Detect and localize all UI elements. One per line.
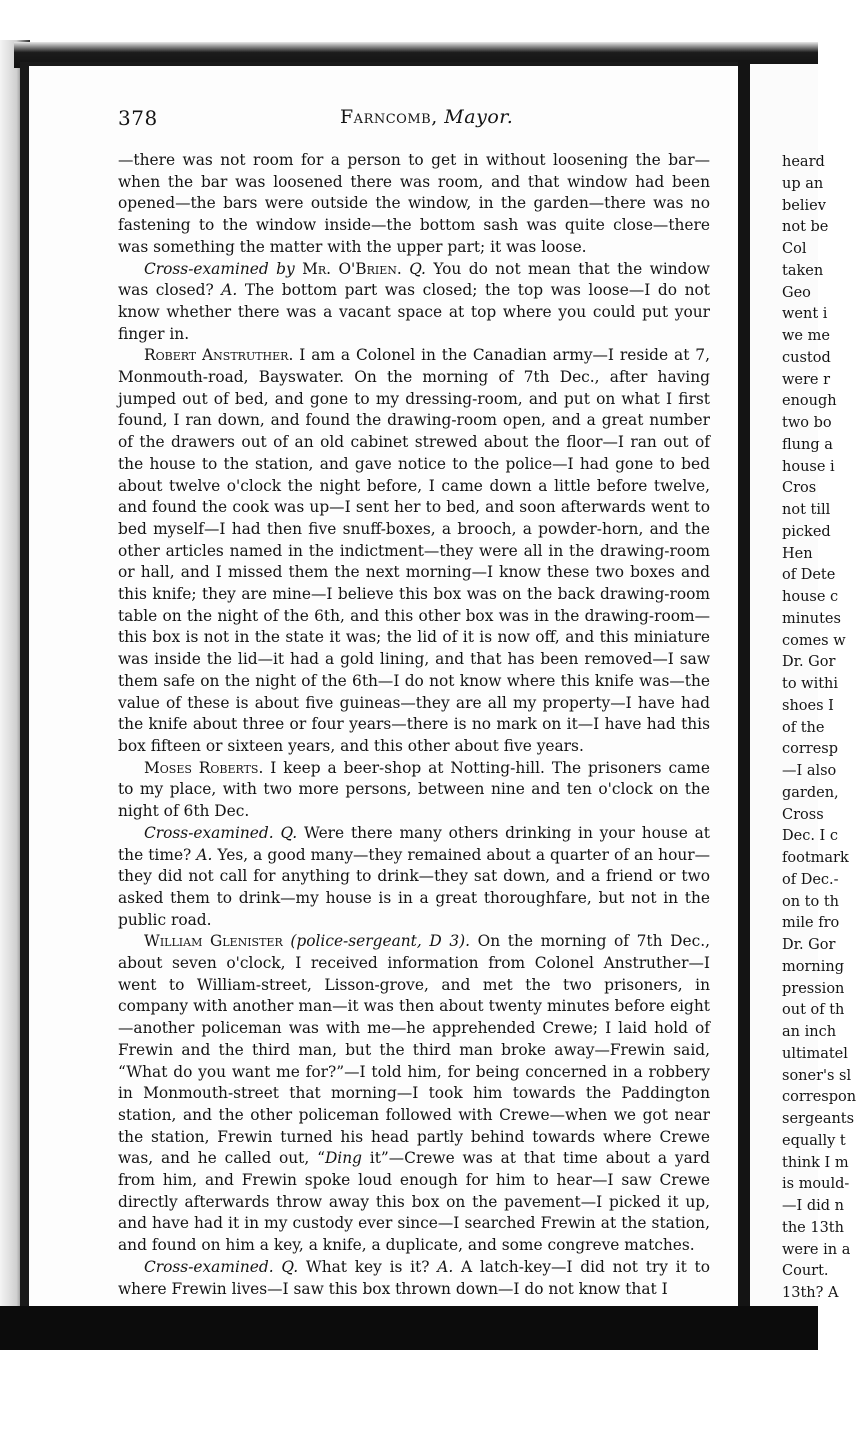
facing-page-line: heard	[782, 154, 825, 170]
answer-marker: A.	[437, 1257, 454, 1276]
witness-testimony: I am a Colonel in the Canadian army—I reside at 7, Monmouth-road, Bayswater. On the morning of 7th Dec., after having jumped out of bed, and gone to my dressing-room, and put on what I first found, I ran down, and found the drawing-room open, and a great number of the drawers out of an old cabinet strewed about the floor—I ran out of the house to the station, and gave notice to the police—I had gone to bed about twelve o'clock the night before, I came down a little before twelve, and found the cook was up—I sent her to bed, and soon afterwards went to bed myself—I had then five snuff-boxes, a brooch, a powder-horn, and the other articles named in the indictment—they were all in the drawing-room or hall, and I missed them the next morning—I know these two boxes and this knife; they are mine—I believe this box was on the back drawing-room table on the night of the 6th, and this other box was in the drawing-room—this box is not in the state it was; the lid of it is now off, and this miniature was inside the lid—it had a gold lining, and that has been removed—I saw them safe on the night of the 6th—I do not know where this knife was—the value of these is about five guineas—they are all my property—I have had the knife about three or four years—there is no mark on it—I have had this box fifteen or sixteen years, and this other about five years.	[118, 346, 710, 755]
answer-marker: A.	[196, 845, 213, 864]
facing-page-line: Col	[782, 241, 807, 257]
facing-page-line: think I m	[782, 1154, 849, 1171]
facing-page-line: we me	[782, 328, 830, 344]
witness-testimony-continued: it”—Crewe was at that time about a yard from him, and Frewin spoke loud enough for him to hear—I saw Crewe directly afterwards throw away this box on the pavement—I picked it up, and have had it in my custody ever since—I searched Frewin at the station, and found on him a key, a knife, a duplicate, and some congreve matches.	[118, 1149, 710, 1255]
question-text: You do not mean that the window was closed?	[118, 259, 710, 300]
facing-page-line: were r	[782, 371, 831, 388]
facing-page-line: correspon	[782, 1089, 856, 1106]
facing-page-line: picked	[782, 523, 831, 540]
facing-page-line: taken	[782, 262, 824, 279]
facing-page-line: custod	[782, 349, 831, 366]
facing-page-line: were in a	[782, 1241, 851, 1258]
facing-page-line: not till	[782, 502, 831, 518]
facing-page-line: corresp	[782, 741, 839, 758]
paragraph-moses-roberts	[118, 758, 710, 823]
facing-page-line: an inch	[782, 1024, 837, 1040]
facing-page-line: of Dec.-	[782, 871, 839, 888]
facing-page-line: house c	[782, 589, 839, 605]
facing-page-line: house i	[782, 458, 835, 475]
question-marker: Q.	[281, 1257, 299, 1276]
facing-page-line: mile fro	[782, 915, 840, 932]
running-head-name: Farncomb,	[340, 106, 438, 128]
paragraph-robert-anstruther	[118, 345, 710, 757]
answer-text: A latch-key—I did not try it to where Frewin lives—I saw this box thrown down—I do not know that I	[118, 1257, 710, 1298]
answer-marker: A.	[221, 281, 238, 300]
facing-page-line: Dr. Gor	[782, 654, 836, 671]
facing-page-line: on to th	[782, 893, 840, 910]
quoted-word: Ding	[324, 1149, 362, 1168]
facing-page-line: —I also	[782, 763, 837, 779]
facing-page-line: believ	[782, 197, 826, 214]
answer-text: Yes, a good many—they remained about a quarter of an hour—they did not call for anything to drink—they sat down, and a friend or two asked them to drink—my house is in a great thoroughfare, but not in the public road.	[118, 845, 710, 929]
paragraph-cross-examination-glenister	[118, 1257, 710, 1300]
running-head-title: Mayor.	[444, 106, 514, 128]
page-number: 378	[118, 106, 158, 130]
facing-page-line: up an	[782, 175, 824, 192]
facing-page-line: Cros	[782, 480, 817, 497]
facing-page-line: is mould-	[782, 1176, 850, 1193]
facing-page-line: the 13th	[782, 1219, 844, 1236]
paragraph-william-glenister	[118, 931, 710, 1257]
page-header	[118, 106, 718, 136]
facing-page-line: footmark	[782, 850, 849, 866]
paragraph-cross-examination-obrien	[118, 259, 710, 346]
facing-page-line: Court.	[782, 1263, 829, 1280]
cross-examined-label: Cross-examined.	[144, 1257, 274, 1276]
facing-page-line: ultimatel	[782, 1045, 848, 1062]
facing-page-text	[782, 152, 856, 1305]
facing-page-line: enough	[782, 393, 837, 410]
facing-page-line: soner's sl	[782, 1067, 852, 1084]
book-spine	[738, 60, 750, 1316]
facing-page-line: equally t	[782, 1132, 846, 1149]
facing-page-line: two bo	[782, 415, 832, 431]
witness-name: William Glenister	[144, 932, 283, 951]
question-text: Were there many others drinking in your house at the time?	[118, 823, 710, 864]
facing-page-line: Cross	[782, 806, 824, 823]
answer-text: The bottom part was closed; the top was loose—I do not know whether there was a vacant space at top where you could put your finger in.	[118, 281, 710, 343]
scan-margin-bottom	[0, 1350, 818, 1435]
witness-name: Robert Anstruther.	[144, 346, 294, 365]
page-body	[118, 150, 710, 1300]
question-marker: Q.	[409, 259, 426, 278]
facing-page-line: 13th? A	[782, 1285, 839, 1301]
facing-page-line: shoes I	[782, 697, 834, 714]
facing-page-line: Hen	[782, 545, 813, 562]
facing-page-line: —I did n	[782, 1198, 844, 1214]
facing-page-line: Geo	[782, 284, 811, 301]
paragraph-cross-examination-roberts	[118, 823, 710, 932]
facing-page-line: of the	[782, 719, 825, 736]
running-head	[340, 106, 513, 128]
facing-page-line: comes w	[782, 632, 846, 649]
cross-examined-label: Cross-examined by	[144, 259, 295, 278]
facing-page-line: garden,	[782, 784, 839, 801]
facing-page-line: morning	[782, 958, 845, 975]
witness-testimony: On the morning of 7th Dec., about seven o'clock, I received information from Colonel Anstruther—I went to William-street, Lisson-grove, and met the two prisoners, in company with another man—it was then about twenty minutes before eight—another policeman was with me—he apprehended Crewe; I laid hold of Frewin and the third man, but the third man broke away—Frewin said, “What do you want me for?”—I told him, for being concerned in a robbery in Monmouth-street that morning—I took him towards the Paddington station, and the other policeman followed with Crewe—when we got near the station, Frewin turned his head partly behind towards where Crewe was, and he called out, “	[118, 932, 710, 1168]
witness-name: Moses Roberts.	[144, 758, 264, 777]
question-text: What key is it?	[305, 1257, 430, 1276]
scan-bottom-band	[0, 1306, 818, 1350]
witness-role: (police-sergeant, D 3).	[290, 932, 471, 951]
facing-page-line: sergeants	[782, 1111, 855, 1127]
witness-testimony: I keep a beer-shop at Notting-hill. The prisoners came to my place, with two more persons, between nine and ten o'clock on the night of 6th Dec.	[118, 758, 710, 821]
facing-page-line: to withi	[782, 676, 839, 692]
facing-page-line: pression	[782, 980, 845, 997]
facing-page-line: minutes	[782, 610, 841, 627]
paragraph-continuation: —there was not room for a person to get in without loosening the bar—when the bar was loosened there was room, and that window had been opened—the bars were outside the window, in the garden—there was no fastening to the window inside—the bottom sash was quite close—there was something the matter with the upper part; it was loose.	[118, 151, 710, 256]
facing-page-line: went i	[782, 306, 828, 323]
facing-page-line: of Dete	[782, 567, 836, 584]
facing-page-line: not be	[782, 219, 829, 236]
facing-page-line: Dec. I c	[782, 828, 839, 845]
facing-page-line: flung a	[782, 436, 833, 453]
counsel-name: Mr. O'Brien.	[302, 259, 402, 278]
facing-page-line: out of th	[782, 1002, 845, 1019]
facing-page-line: Dr. Gor	[782, 937, 836, 953]
cross-examined-label: Cross-examined.	[144, 823, 274, 842]
question-marker: Q.	[280, 823, 298, 842]
